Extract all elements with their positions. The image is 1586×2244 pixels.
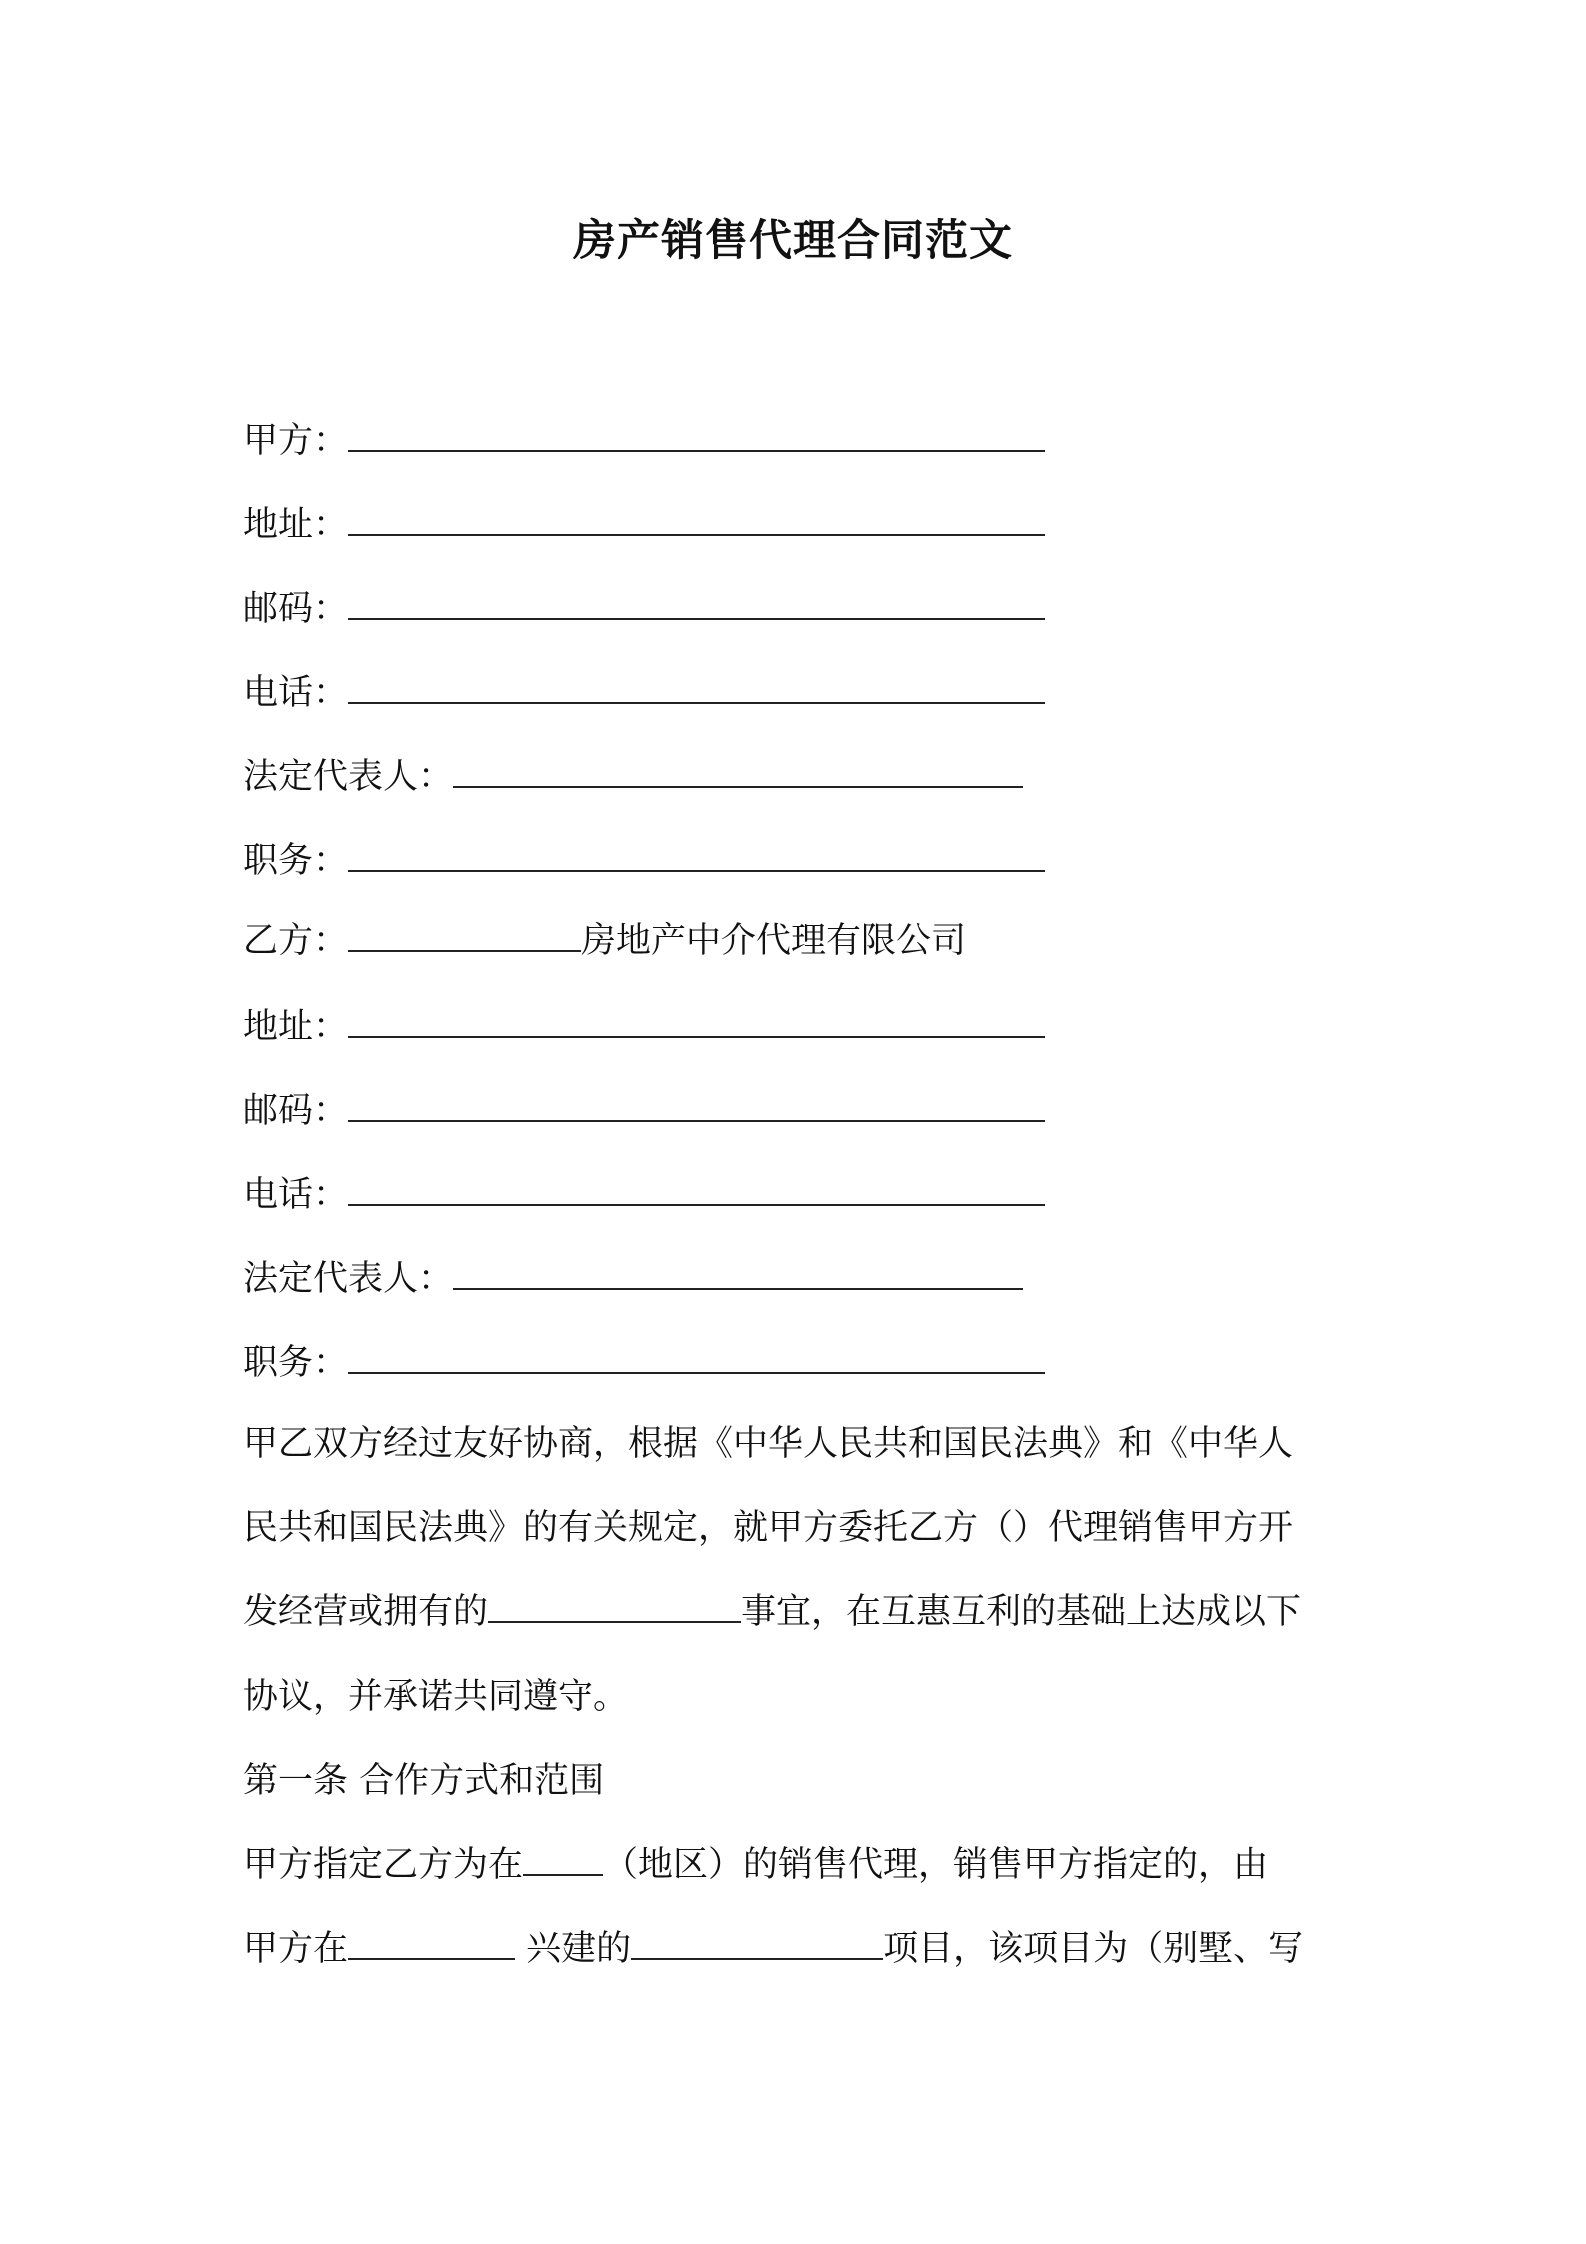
party-b-phone-label: 电话： <box>243 1175 349 1215</box>
party-a-phone-label: 电话： <box>243 673 349 713</box>
party-b-postcode-label: 邮码： <box>243 1091 349 1131</box>
party-b-postcode-line <box>243 1088 1045 1134</box>
party-b-postcode-blank[interactable] <box>348 1088 1045 1122</box>
party-b-phone-line <box>243 1172 1045 1218</box>
body-line-3 <box>243 1589 1301 1635</box>
location-blank[interactable] <box>348 1926 515 1960</box>
document-title: 房产销售代理合同范文 <box>573 216 1013 266</box>
party-a-blank[interactable] <box>348 418 1045 452</box>
body-line-3-part-1: 发经营或拥有的 <box>243 1592 489 1632</box>
body-line-2: 民共和国民法典》的有关规定，就甲方委托乙方（）代理销售甲方开 <box>243 1508 1294 1548</box>
party-b-legal-rep-line <box>243 1256 1023 1302</box>
article-1-line-2-part-1: 甲方在 <box>243 1929 349 1969</box>
article-1-line-1 <box>243 1842 1268 1888</box>
party-a-legal-rep-line <box>243 754 1023 800</box>
party-b-position-label: 职务： <box>243 1343 349 1383</box>
party-a-legal-rep-label: 法定代表人： <box>243 757 454 797</box>
party-b-address-line <box>243 1004 1045 1050</box>
party-a-address-blank[interactable] <box>348 502 1045 536</box>
party-a-position-label: 职务： <box>243 841 349 881</box>
party-a-postcode-blank[interactable] <box>348 586 1045 620</box>
party-a-postcode-line <box>243 586 1045 632</box>
party-a-legal-rep-blank[interactable] <box>453 754 1023 788</box>
party-a-address-label: 地址： <box>243 505 349 545</box>
party-a-phone-line <box>243 670 1045 716</box>
party-b-position-line <box>243 1340 1045 1386</box>
party-b-legal-rep-blank[interactable] <box>453 1256 1023 1290</box>
article-1-line-2 <box>243 1926 1303 1972</box>
party-b-legal-rep-label: 法定代表人： <box>243 1259 454 1299</box>
article-1-line-2-part-2: 兴建的 <box>515 1929 632 1969</box>
body-line-4: 协议，并承诺共同遵守。 <box>243 1677 629 1717</box>
article-1-line-1-part-2: （地区）的销售代理，销售甲方指定的，由 <box>603 1845 1269 1885</box>
party-a-position-blank[interactable] <box>348 838 1045 872</box>
body-line-3-part-2: 事宜，在互惠互利的基础上达成以下 <box>741 1592 1302 1632</box>
article-1-line-1-part-1: 甲方指定乙方为在 <box>243 1845 524 1885</box>
article-1-heading: 第一条 合作方式和范围 <box>243 1761 605 1801</box>
party-b-label: 乙方： <box>243 921 349 961</box>
party-b-address-label: 地址： <box>243 1007 349 1047</box>
party-b-address-blank[interactable] <box>348 1004 1045 1038</box>
party-a-postcode-label: 邮码： <box>243 589 349 629</box>
party-a-address-line <box>243 502 1045 548</box>
party-a-position-line <box>243 838 1045 884</box>
body-line-1: 甲乙双方经过友好协商，根据《中华人民共和国民法典》和《中华人 <box>243 1424 1294 1464</box>
party-b-company-suffix: 房地产中介代理有限公司 <box>581 921 967 961</box>
region-blank[interactable] <box>523 1842 603 1876</box>
party-a-phone-blank[interactable] <box>348 670 1045 704</box>
party-b-phone-blank[interactable] <box>348 1172 1045 1206</box>
party-b-line <box>243 918 966 964</box>
project-name-blank[interactable] <box>631 1926 883 1960</box>
party-a-label: 甲方： <box>243 421 349 461</box>
article-1-line-2-part-3: 项目，该项目为（别墅、写 <box>883 1929 1304 1969</box>
project-blank[interactable] <box>488 1589 741 1623</box>
party-b-blank[interactable] <box>348 918 581 952</box>
party-a-line <box>243 418 1045 464</box>
party-b-position-blank[interactable] <box>348 1340 1045 1374</box>
